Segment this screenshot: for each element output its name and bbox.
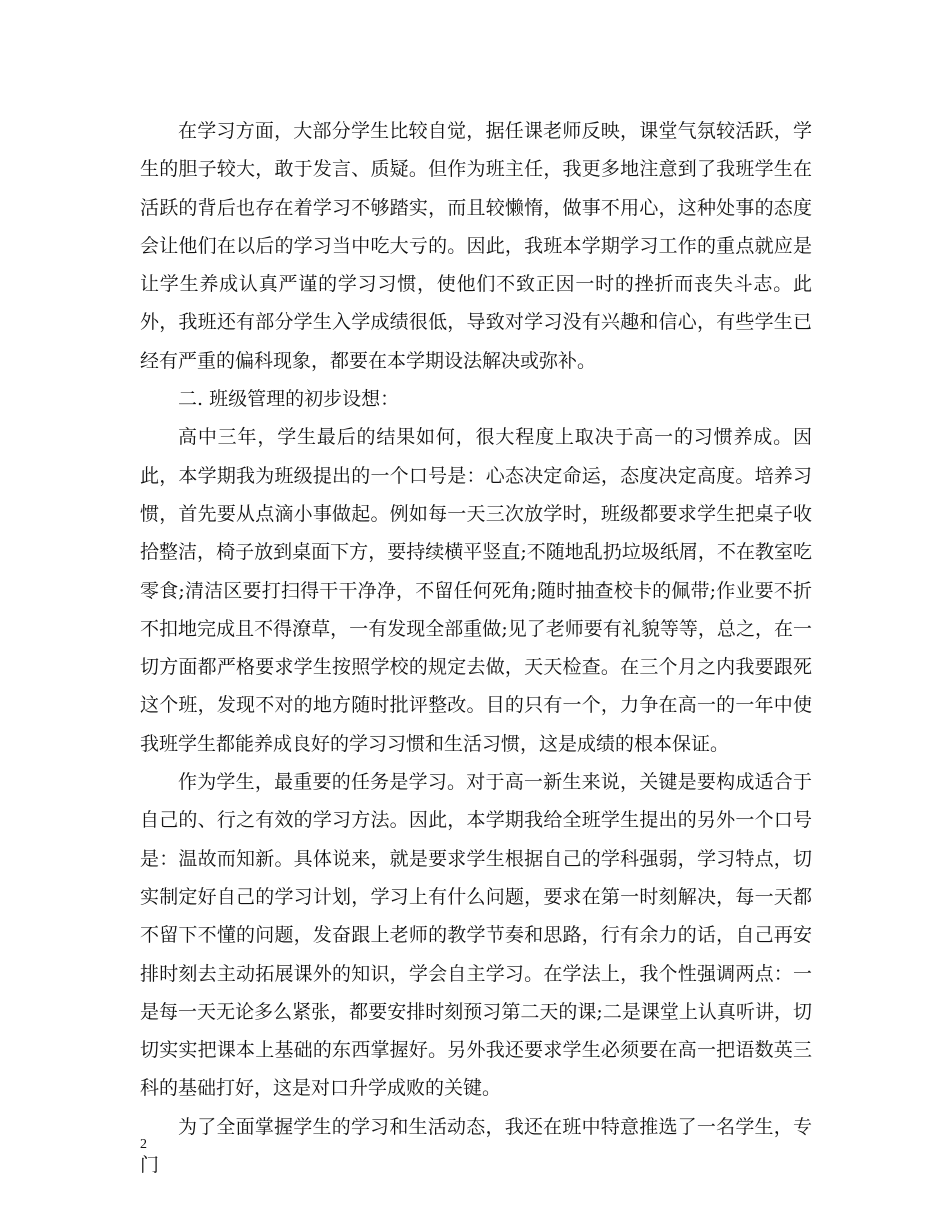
- page-number: 2: [140, 1137, 147, 1152]
- paragraph-student-monitor: 为了全面掌握学生的学习和生活动态，我还在班中特意推选了一名学生，专门: [140, 1115, 812, 1177]
- document-body: [140, 112, 812, 1184]
- section-heading-class-management: 二. 班级管理的初步设想：: [178, 388, 400, 411]
- paragraph-study-methods: 作为学生，最重要的任务是学习。对于高一新生来说，关键是要构成适合于自己的、行之有效的学习方法。因此，本学期我给全班学生提出的另外一个口号是：温故而知新。具体说来，就是要求学生根据自己的学科强弱，学习特点，切实制定好自己的学习计划，学习上有什么问题，要求在第一时刻解决，每一天都不留下不懂的问题，发奋跟上老师的教学节奏和思路，行有余力的话，自己再安排时刻去主动拓展课外的知识，学会自主学习。在学法上，我个性强调两点：一是每一天无论多么紧张，都要安排时刻预习第二天的课;二是课堂上认真听讲，切切实实把课本上基础的东西掌握好。另外我还要求学生必须要在高一把语数英三科的基础打好，这是对口升学成败的关键。: [140, 771, 812, 1100]
- paragraph-habit-formation: 高中三年，学生最后的结果如何，很大程度上取决于高一的习惯养成。因此，本学期我为班级提出的一个口号是：心态决定命运，态度决定高度。培养习惯，首先要从点滴小事做起。例如每一天三次放学时，班级都要求学生把桌子收拾整洁，椅子放到桌面下方，要持续横平竖直;不随地乱扔垃圾纸屑，不在教室吃零食;清洁区要打扫得干干净净，不留任何死角;随时抽查校卡的佩带;作业要不折不扣地完成且不得潦草，一有发现全部重做;见了老师要有礼貌等等，总之，在一切方面都严格要求学生按照学校的规定去做，天天检查。在三个月之内我要跟死这个班，发现不对的地方随时批评整改。目的只有一个，力争在高一的一年中使我班学生都能养成良好的学习习惯和生活习惯，这是成绩的根本保证。: [140, 426, 812, 755]
- paragraph-study-situation: 在学习方面，大部分学生比较自觉，据任课老师反映，课堂气氛较活跃，学生的胆子较大，敢于发言、质疑。但作为班主任，我更多地注意到了我班学生在活跃的背后也存在着学习不够踏实，而且较懒惰，做事不用心，这种处事的态度会让他们在以后的学习当中吃大亏的。因此，我班本学期学习工作的重点就应是让学生养成认真严谨的学习习惯，使他们不致正因一时的挫折而丧失斗志。此外，我班还有部分学生入学成绩很低，导致对学习没有兴趣和信心，有些学生已经有严重的偏科现象，都要在本学期设法解决或弥补。: [140, 120, 812, 372]
